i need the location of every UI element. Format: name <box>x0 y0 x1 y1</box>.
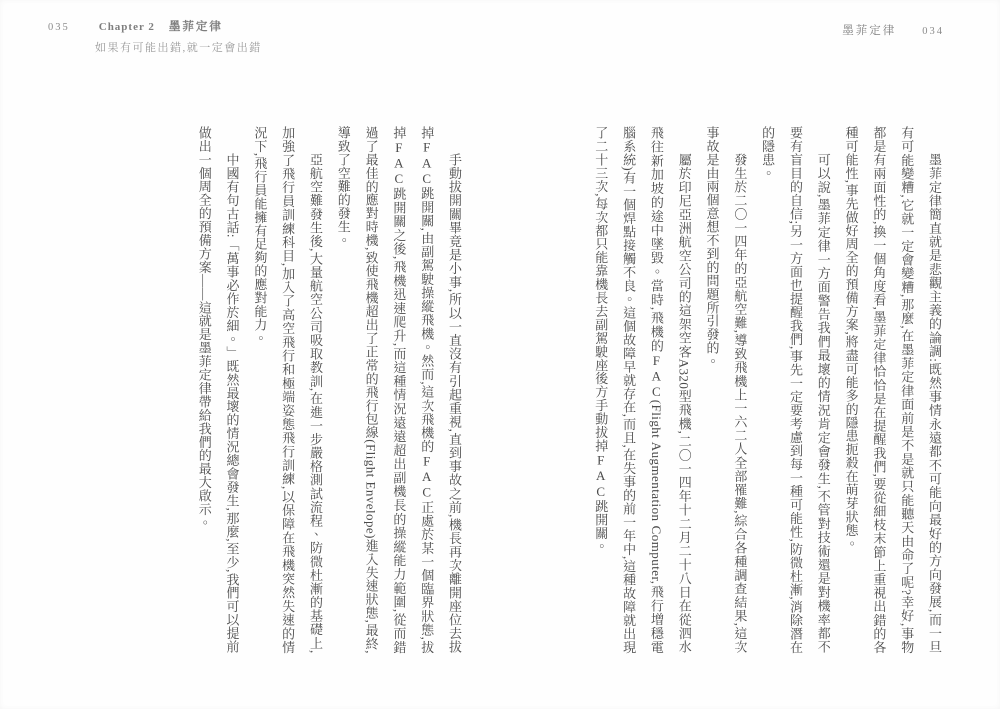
paragraph: 墨菲定律簡直就是悲觀主義的論調:既然事情永遠都不可能向最好的方向發展,而一旦有可能變糟,它就一定會變糟,那麼,在墨菲定律面前是不是就只能聽天由命了呢?幸好,事物都是有兩面性的,換一個角度看,墨菲定律恰恰是在提醒我們,要從細枝末節上重視出錯的各種可能性,事先做好周全的預備方案,將盡可能多的隱患扼殺在萌芽狀態。 <box>843 126 942 654</box>
right-page-header <box>842 26 944 38</box>
chapter-label: Chapter 2 <box>98 21 155 33</box>
paragraph: 亞航空難發生後,大量航空公司吸取教訓,在進一步嚴格測試流程、防微杜漸的基礎上,加強了飛行員訓練科目,加入了高空飛行和極端姿態飛行訓練,以保障在飛機突然失速的情況下,飛行員能擁有足夠的應對能力。 <box>252 126 323 654</box>
left-header-row <box>48 22 262 34</box>
paragraph: 可以說,墨菲定律一方面警告我們最壞的情況肯定會發生,不管對技術還是對機率都不要有盲目的自信;另一方面也提醒我們,事先一定要考慮到每一種可能性,防微杜漸,消除潛在的隱患。 <box>760 126 831 654</box>
left-page-header <box>48 22 262 54</box>
paragraph: 發生於二〇一四年的亞航空難,導致飛機上一六二人全部罹難,綜合各種調查結果,這次事故是由兩個意想不到的問題所引發的。 <box>704 126 748 654</box>
paragraph: 中國有句古話:「萬事必作於細。」既然最壞的情況總會發生,那麼,至少,我們可以提前做出一個周全的預備方案——這就是墨菲定律帶給我們的最大啟示。 <box>196 126 240 654</box>
chapter-subtitle: 如果有可能出錯,就一定會出錯 <box>95 41 262 54</box>
chapter-title: 墨菲定律 <box>168 21 223 33</box>
page-number-right: 034 <box>922 26 944 37</box>
paragraph: 手動拔開關畢竟是小事,所以一直沒有引起重視,直到事故之前,機長再次離開座位去拔掉FAC跳開關,由副駕駛操縱飛機。然而,這次飛機的FAC正處於某一個臨界狀態,拔掉FAC跳開關之後,飛機迅速爬升,而這種情況遠遠超出副機長的操縱能力範圍,從而錯過了最佳的應對時機,致使飛機超出了正常的飛行包線(Flight Envelope)進入失速狀態,最終,導致了空難的發生。 <box>335 126 462 654</box>
page-number-left: 035 <box>48 22 70 33</box>
right-page-body <box>586 126 948 654</box>
paragraph: 屬於印尼亞洲航空公司的這架空客A320型飛機,二〇一四年十二月二十八日在從泗水飛往新加坡的途中墜毀。當時,飛機的FAC(Flight Augmentation Computer,飛行增穩電腦系統)有一個焊點接觸不良。這個故障早就存在,而且,在失事的前一年中,這種故障就出現了二十三次,每次都只能靠機長去副駕駛座後方手動拔掉FAC跳開關。 <box>593 126 692 655</box>
left-page-body <box>190 126 468 654</box>
running-title: 墨菲定律 <box>842 25 897 37</box>
